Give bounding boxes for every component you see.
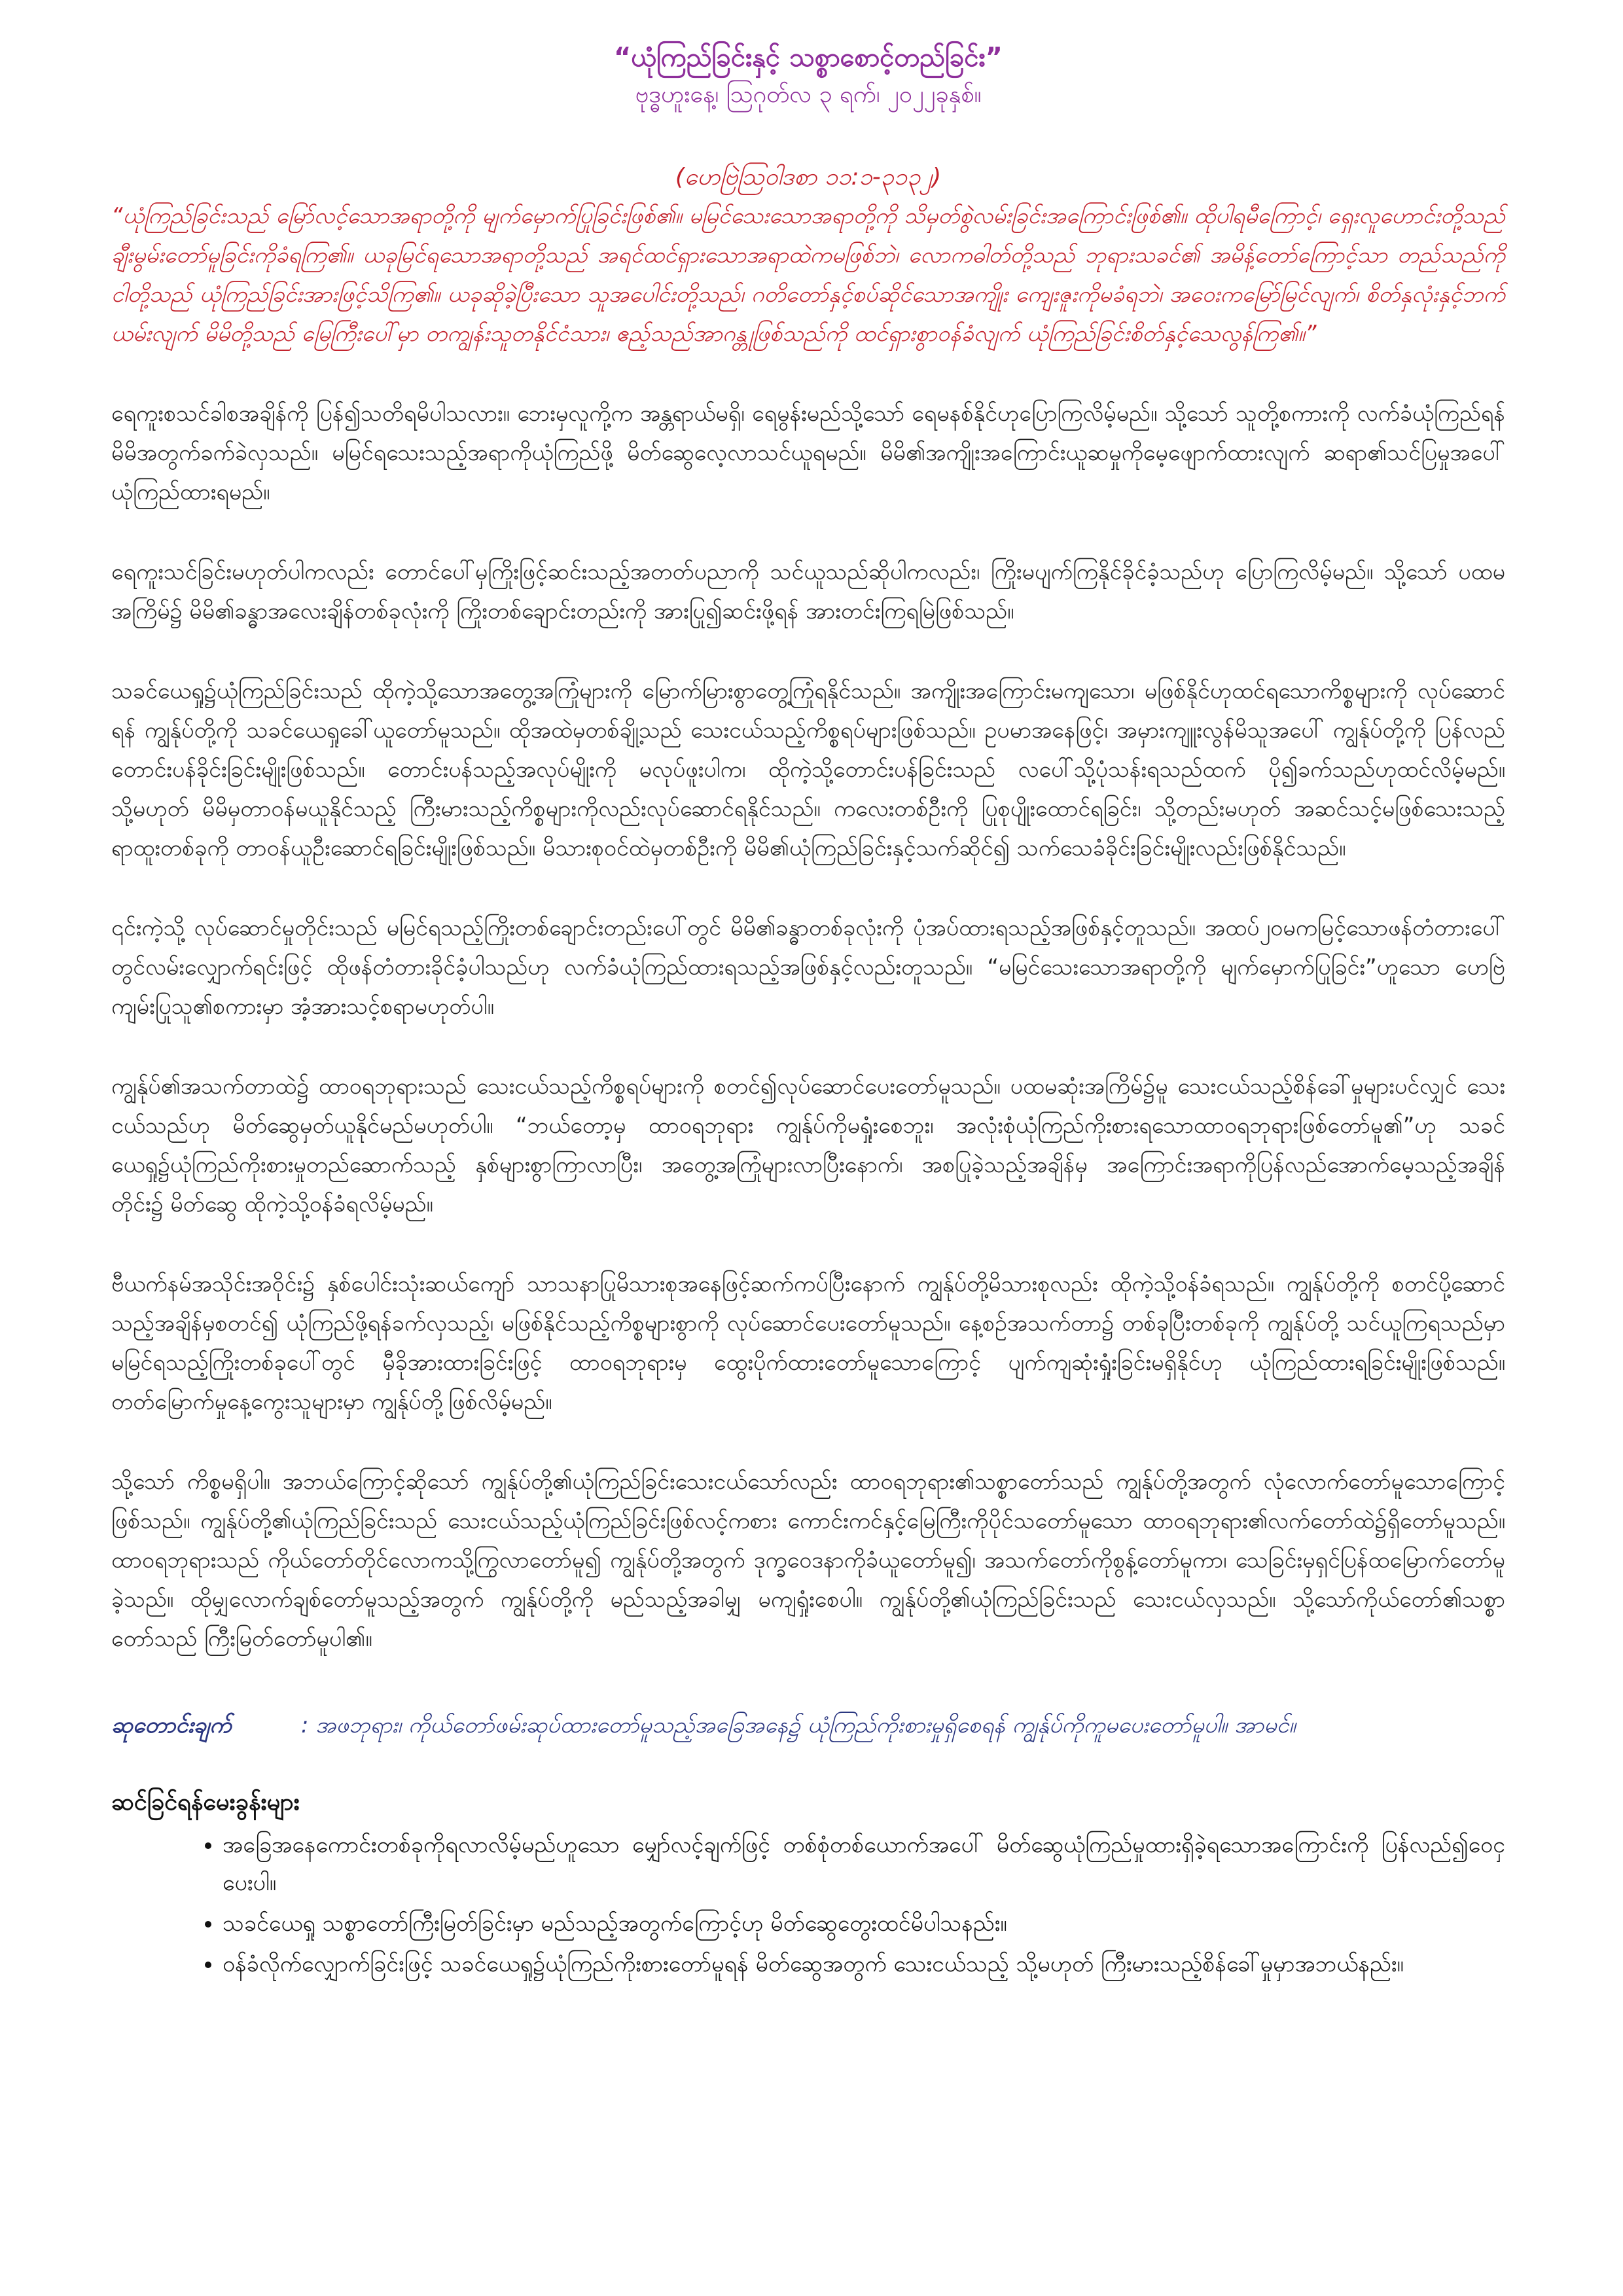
question-item: • သခင်ယေရှု သစ္စာတော်ကြီးမြတ်ခြင်းမှာ မည်သည့်အတွက်ကြောင့်ဟု မိတ်ဆွေတွေးထင်မိပါသနည်း။ bbox=[223, 1905, 1505, 1943]
scripture-reference: (ဟေဗြဲဩဝါဒစာ ၁၁:၁-၃၁၃၂) bbox=[675, 164, 942, 190]
body-paragraph: ကျွန်ုပ်၏အသက်တာထဲ၌ ထာဝရဘုရားသည် သေးငယ်သည့်ကိစ္စရပ်များကို စတင်၍လုပ်ဆောင်ပေးတော်မူသည်။ ပထမဆုံးအကြိမ်၌မူ သေးငယ်သည့်စိန်ခေါ်မှုများပင်လျှင် သေးငယ်သည်ဟု မိတ်ဆွေမှတ်ယူနိုင်မည်မဟုတ်ပါ။ “ဘယ်တော့မှ ထာဝရဘုရား ကျွန်ုပ်ကိုမရှုံးစေဘူး၊ အလုံးစုံယုံကြည်ကိုးစားရသောထာဝရဘုရားဖြစ်တော်မူ၏”ဟု သခင်ယေရှု၌ယုံကြည်ကိုးစားမှုတည်ဆောက်သည့် နှစ်များစွာကြာလာပြီး၊ အတွေ့အကြုံများလာပြီးနောက်၊ အစပြုခဲ့သည့်အချိန်မှ အကြောင်းအရာကိုပြန်လည်အောက်မေ့သည့်အချိန်တိုင်း၌ မိတ်ဆွေ ထိုကဲ့သို့ဝန်ခံရလိမ့်မည်။ bbox=[111, 1073, 1505, 1217]
scripture-text: “ယုံကြည်ခြင်းသည် မြော်လင့်သောအရာတို့ကို မျက်မှောက်ပြုခြင်းဖြစ်၏။ မမြင်သေးသောအရာတို့ကို သိမှတ်စွဲလမ်းခြင်းအကြောင်းဖြစ်၏။ ထိုပါရမီကြောင့်၊ ရှေးလူဟောင်းတို့သည် ချီးမွမ်းတော်မူခြင်းကိုခံရကြ၏။ ယခုမြင်ရသောအရာတို့သည် အရင်ထင်ရှားသောအရာထဲကမဖြစ်ဘဲ၊ လောကဓါတ်တို့သည် ဘုရားသခင်၏ အမိန့်တော်ကြောင့်သာ တည်သည်ကို ငါတို့သည် ယုံကြည်ခြင်းအားဖြင့်သိကြ၏။ ယခုဆိုခဲ့ပြီးသော သူအပေါင်းတို့သည်၊ ဂတိတော်နှင့်စပ်ဆိုင်သောအကျိုး ကျေးဇူးကိုမခံရဘဲ၊ အဝေးကမြော်မြင်လျက်၊ စိတ်နှလုံးနှင့်ဘက်ယမ်းလျက် မိမိတို့သည် မြေကြီးပေါ်မှာ တကျွန်းသူတနိုင်ငံသား၊ ဧည့်သည်အာဂန္တုဖြစ်သည်ကို ထင်ရှားစွာဝန်ခံလျက် ယုံကြည်ခြင်းစိတ်နှင့်သေလွန်ကြ၏။” bbox=[111, 203, 1505, 347]
body-paragraph: ရေကူးစသင်ခါစအချိန်ကို ပြန်၍သတိရမိပါသလား။ ဘေးမှလူကို့က အန္တရာယ်မရှိ၊ ရေမွန်းမည်သို့သော် ရေမနစ်နိုင်ဟုပြောကြလိမ့်မည်။ သို့သော် သူတို့စကားကို လက်ခံယုံကြည်ရန် မိမိအတွက်ခက်ခဲလှသည်။ မမြင်ရသေးသည့်အရာကိုယုံကြည်ဖို့ မိတ်ဆွေလေ့လာသင်ယူရမည်။ မိမိ၏အကျိုးအကြောင်းယူဆမှုကိုမေ့ဖျောက်ထားလျက် ဆရာ၏သင်ပြမှုအပေါ်ယုံကြည်ထားရမည်။ bbox=[111, 401, 1505, 505]
prayer-text: : အဖဘုရား၊ ကိုယ်တော်ဖမ်းဆုပ်ထားတော်မူသည့်အခြေအနေ၌ ယုံကြည်ကိုးစားမှုရှိစေရန် ကျွန်ုပ်ကိုကူမပေးတော်မူပါ။ အာမင်။ bbox=[301, 1712, 1296, 1738]
prayer-section bbox=[111, 1707, 1505, 1744]
body-paragraph: ၎င်းကဲ့သို့ လုပ်ဆောင်မှုတိုင်းသည် မမြင်ရသည့်ကြိုးတစ်ချောင်းတည်းပေါ်တွင် မိမိ၏ခန္ဓာတစ်ခုလုံးကို ပုံအပ်ထားရသည့်အဖြစ်နှင့်တူသည်။ အထပ်၂၀မကမြင့်သောဖန်တံတားပေါ်တွင်လမ်းလျှောက်ရင်းဖြင့် ထိုဖန်တံတားခိုင်ခံ့ပါသည်ဟု လက်ခံယုံကြည်ထားရသည့်အဖြစ်နှင့်လည်းတူသည်။ “မမြင်သေးသောအရာတို့ကို မျက်မှောက်ပြုခြင်း”ဟူသော ဟေဗြဲကျမ်းပြုသူ၏စကားမှာ အံ့အားသင့်စရာမဟုတ်ပါ။ bbox=[111, 915, 1505, 1020]
question-item: • အခြေအနေကောင်းတစ်ခုကိုရလာလိမ့်မည်ဟူသော မျှော်လင့်ချက်ဖြင့် တစ်စုံတစ်ယောက်အပေါ် မိတ်ဆွေယုံကြည်မှုထားရှိခဲ့ရသောအကြောင်းကို ပြန်လည်၍ဝေငှပေးပါ။ bbox=[223, 1826, 1505, 1902]
question-item: • ဝန်ခံလိုက်လျှောက်ခြင်းဖြင့် သခင်ယေရှု၌ယုံကြည်ကိုးစားတော်မူရန် မိတ်ဆွေအတွက် သေးငယ်သည့် သို့မဟုတ် ကြီးမားသည့်စိန်ခေါ်မှုမှာအဘယ်နည်း။ bbox=[223, 1945, 1505, 1983]
body-paragraph: သခင်ယေရှု၌ယုံကြည်ခြင်းသည် ထိုကဲ့သို့သောအတွေ့အကြုံများကို မြောက်မြားစွာတွေ့ကြုံရနိုင်သည်။ အကျိုးအကြောင်းမကျသော၊ မဖြစ်နိုင်ဟုထင်ရသောကိစ္စများကို လုပ်ဆောင်ရန် ကျွန်ုပ်တို့ကို သခင်ယေရှုခေါ်ယူတော်မူသည်။ ထိုအထဲမှတစ်ချို့သည် သေးငယ်သည့်ကိစ္စရပ်များဖြစ်သည်။ ဥပမာအနေဖြင့်၊ အမှားကျူးလွန်မိသူအပေါ် ကျွန်ုပ်တို့ကို ပြန်လည်တောင်းပန်ခိုင်းခြင်းမျိုးဖြစ်သည်။ တောင်းပန်သည့်အလုပ်မျိုးကို မလုပ်ဖူးပါက၊ ထိုကဲ့သို့တောင်းပန်ခြင်းသည် လပေါ်သို့ပုံသန်းရသည်ထက် ပို၍ခက်သည်ဟုထင်လိမ့်မည်။ သို့မဟုတ် မိမိမှတာဝန်မယူနိုင်သည့် ကြီးမားသည့်ကိစ္စများကိုလည်းလုပ်ဆောင်ရနိုင်သည်။ ကလေးတစ်ဦးကို ပြုစုပျိုးထောင်ရခြင်း၊ သို့တည်းမဟုတ် အဆင်သင့်မဖြစ်သေးသည့်ရာထူးတစ်ခုကို တာဝန်ယူဦးဆောင်ရခြင်းမျိုးဖြစ်သည်။ မိသားစုဝင်ထဲမှတစ်ဦးကို မိမိ၏ယုံကြည်ခြင်းနှင့်သက်ဆိုင်၍ သက်သေခံခိုင်းခြင်းမျိုးလည်းဖြစ်နိုင်သည်။ bbox=[111, 678, 1505, 861]
body-paragraph: ရေကူးသင်ခြင်းမဟုတ်ပါကလည်း တောင်ပေါ်မှကြိုးဖြင့်ဆင်းသည့်အတတ်ပညာကို သင်ယူသည်ဆိုပါကလည်း၊ ကြိုးမပျက်ကြနိုင်ခိုင်ခံ့သည်ဟု ပြောကြလိမ့်မည်။ သို့သော် ပထမအကြိမ်၌ မိမိ၏ခန္ဓာအလေးချိန်တစ်ခုလုံးကို ကြိုးတစ်ချောင်းတည်းကို အားပြု၍ဆင်းဖို့ရန် အားတင်းကြရမြဲဖြစ်သည်။ bbox=[111, 559, 1505, 624]
questions-list bbox=[111, 1826, 1505, 1983]
page-date: ဗုဒ္ဓဟူးနေ့၊ ဩဂုတ်လ ၃ ရက်၊ ၂၀၂၂ခုနှစ်။ bbox=[635, 81, 982, 108]
page-title: “ယုံကြည်ခြင်းနှင့် သစ္စာစောင့်တည်ခြင်း” bbox=[614, 43, 1003, 73]
prayer-label: ဆုတောင်းချက် bbox=[111, 1712, 232, 1738]
body-paragraph: ဗီယက်နမ်အသိုင်းအဝိုင်း၌ နှစ်ပေါင်းသုံးဆယ်ကျော် သာသနာပြုမိသားစုအနေဖြင့်ဆက်ကပ်ပြီးနောက် ကျွန်ုပ်တို့မိသားစုလည်း ထိုကဲ့သို့ဝန်ခံရသည်။ ကျွန်ုပ်တို့ကို စတင်ပို့ဆောင်သည့်အချိန်မှစတင်၍ ယုံကြည်ဖို့ရန်ခက်လှသည့်၊ မဖြစ်နိုင်သည့်ကိစ္စများစွာကို လုပ်ဆောင်ပေးတော်မူသည်။ နေ့စဉ်အသက်တာ၌ တစ်ခုပြီးတစ်ခုကို ကျွန်ုပ်တို့ သင်ယူကြရသည်မှာ မမြင်ရသည့်ကြိုးတစ်ခုပေါ်တွင် မှီခိုအားထားခြင်းဖြင့် ထာဝရဘုရားမှ ထွေးပိုက်ထားတော်မူသောကြောင့် ပျက်ကျဆုံးရှုံးခြင်းမရှိနိုင်ဟု ယုံကြည်ထားရခြင်းမျိုးဖြစ်သည်။ တတ်မြောက်မှုနေ့ကွေးသူများမှာ ကျွန်ုပ်တို့ဖြစ်လိမ့်မည်။ bbox=[111, 1271, 1505, 1415]
body-paragraph: သို့သော် ကိစ္စမရှိပါ။ အဘယ်ကြောင့်ဆိုသော် ကျွန်ုပ်တို့၏ယုံကြည်ခြင်းသေးငယ်သော်လည်း ထာဝရဘုရား၏သစ္စာတော်သည် ကျွန်ုပ်တို့အတွက် လုံလောက်တော်မူသောကြောင့်ဖြစ်သည်။ ကျွန်ုပ်တို့၏ယုံကြည်ခြင်းသည် သေးငယ်သည့်ယုံကြည်ခြင်းဖြစ်လင့်ကစား ကောင်းကင်နှင့်မြေကြီးကိုပိုင်သတော်မူသော ထာဝရဘုရား၏လက်တော်ထဲ၌ရှိတော်မူသည်။ ထာဝရဘုရားသည် ကိုယ်တော်တိုင်လောကသို့ကြွလာတော်မူ၍ ကျွန်ုပ်တို့အတွက် ဒုက္ခဝေဒနာကိုခံယူတော်မူ၍၊ အသက်တော်ကိုစွန့်တော်မူကာ၊ သေခြင်းမှရှင်ပြန်ထမြောက်တော်မူခဲ့သည်။ ထိုမျှလောက်ချစ်တော်မူသည့်အတွက် ကျွန်ုပ်တို့ကို မည်သည့်အခါမျှ မကျရှုံးစေပါ။ ကျွန်ုပ်တို့၏ယုံကြည်ခြင်းသည် သေးငယ်လှသည်။ သို့သော်ကိုယ်တော်၏သစ္စာတော်သည် ကြီးမြတ်တော်မူပါ၏။ bbox=[111, 1469, 1505, 1652]
questions-heading: ဆင်ခြင်ရန်မေးခွန်းများ bbox=[111, 1789, 300, 1816]
